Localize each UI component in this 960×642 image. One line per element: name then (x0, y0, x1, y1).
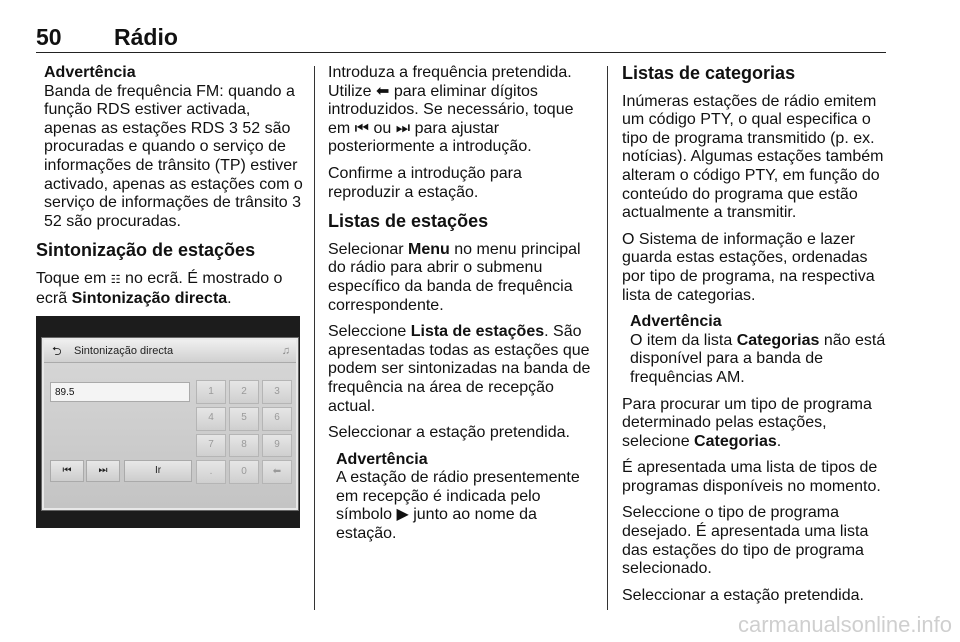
section-heading: Listas de estações (328, 211, 489, 232)
bold-term: Sintonização directa (71, 289, 228, 307)
display-screen (42, 338, 298, 510)
seek-forward-button[interactable] (86, 460, 120, 482)
column-3 (622, 64, 890, 613)
note-box (630, 313, 890, 387)
key[interactable]: 9 (262, 434, 292, 458)
paragraph: Confirme a introdução para reproduzir a estação. (328, 164, 522, 201)
note-title: Advertência (336, 450, 428, 468)
column-2 (328, 64, 596, 552)
text-run: O item da lista (630, 331, 737, 349)
text-run: . (227, 289, 232, 307)
key[interactable]: 7 (196, 434, 226, 458)
column-divider (314, 66, 315, 610)
music-note-icon: ♫ (281, 345, 290, 358)
skip-forward-icon: ⏭ (98, 464, 108, 476)
paragraph: Seleccionar a estação pretendida. (622, 586, 864, 604)
numeric-keypad (196, 380, 292, 484)
note-text (630, 332, 890, 388)
text-run: . (776, 432, 782, 450)
paragraph (328, 323, 596, 416)
bold-term: Categorias (694, 432, 777, 450)
paragraph: Inúmeras estações de rádio emitem um código PTY, o qual especifica o tipo de programa transmitido (p. ex. notícias). Algumas estações também alteram o código PTY, em função do conteúdo do programa que estão actualmente a transmitir. (622, 92, 884, 222)
chapter-title: Rádio (114, 24, 178, 50)
paragraph: O Sistema de informação e lazer guarda estas estações, ordenadas por tipo de programa, na respectiva lista de categorias. (622, 230, 875, 304)
section-heading: Listas de categorias (622, 63, 796, 83)
key[interactable]: 1 (196, 380, 226, 404)
key[interactable]: . (196, 460, 226, 484)
bold-term: Menu (408, 240, 450, 258)
key[interactable]: 0 (229, 460, 259, 484)
note-title: Advertência (630, 313, 722, 331)
tune-icon: ☷ (110, 273, 121, 286)
note-box (44, 64, 304, 231)
key[interactable]: 2 (229, 380, 259, 404)
note-title: Advertência (44, 64, 136, 81)
watermark: carmanualsonline.info (737, 612, 952, 637)
key[interactable]: 3 (262, 380, 292, 404)
text-run: não está disponível para a banda de frequências AM. (630, 331, 886, 386)
key[interactable]: 4 (196, 407, 226, 431)
text-run: Seleccione (328, 323, 411, 341)
go-button[interactable]: Ir (124, 460, 192, 482)
column-1 (36, 64, 304, 528)
bold-term: Lista de estações (410, 323, 545, 341)
backspace-key[interactable]: ⬅ (262, 460, 292, 484)
page-header (36, 24, 886, 53)
paragraph (622, 396, 890, 452)
note-text: A estação de rádio presentemente em recepção é indicada pelo símbolo ▶ junto ao nome da estação. (336, 469, 580, 543)
bold-term: Categorias (736, 331, 820, 349)
paragraph: É apresentada uma lista de tipos de programas disponíveis no momento. (622, 459, 881, 495)
column-divider (607, 66, 608, 610)
note-text: Banda de frequência FM: quando a função RDS estiver activada, apenas as estações RDS 3 52 são procuradas e quando o serviço de informações de trânsito (TP) estiver activado, apenas as estações com o serviço de informações de trânsito 3 52 são procuradas. (44, 82, 303, 230)
page-number: 50 (36, 24, 62, 50)
paragraph (36, 270, 304, 308)
screen-title: Sintonização directa (74, 345, 174, 358)
frequency-input[interactable]: 89.5 (50, 382, 190, 402)
back-arrow-icon[interactable]: ⮌ (52, 344, 62, 359)
note-box (336, 451, 596, 544)
text-run: Toque em (36, 269, 111, 287)
paragraph: Seleccionar a estação pretendida. (328, 424, 570, 442)
text-run: . São apresentadas todas as estações que podem ser sintonizadas na banda de frequência na área de recepção actual. (328, 323, 591, 415)
section-heading: Sintonização de estações (36, 240, 256, 261)
direct-tuning-screenshot (36, 316, 300, 528)
skip-back-icon: ⏮ (62, 464, 72, 476)
paragraph: Introduza a frequência pretendida. Utilize ⬅ para eliminar dígitos introduzidos. Se necessário, toque em ⏮ ou ⏭ para ajustar posteriormente a introdução. (328, 64, 574, 156)
paragraph (328, 241, 596, 315)
text-run: Selecionar (328, 240, 409, 258)
text-run: Para procurar um tipo de programa determinado pelas estações, selecione (622, 395, 872, 450)
key[interactable]: 8 (229, 434, 259, 458)
text-run: no ecrã. É mostrado o ecrã (36, 269, 283, 307)
screen-title-bar (44, 340, 296, 363)
key[interactable]: 5 (229, 407, 259, 431)
paragraph: Seleccione o tipo de programa desejado. É apresentada uma lista das estações do tipo de programa selecionado. (622, 504, 869, 578)
text-run: no menu principal do rádio para abrir o submenu específico da banda de frequência correspondente. (328, 240, 581, 314)
seek-back-button[interactable] (50, 460, 84, 482)
key[interactable]: 6 (262, 407, 292, 431)
